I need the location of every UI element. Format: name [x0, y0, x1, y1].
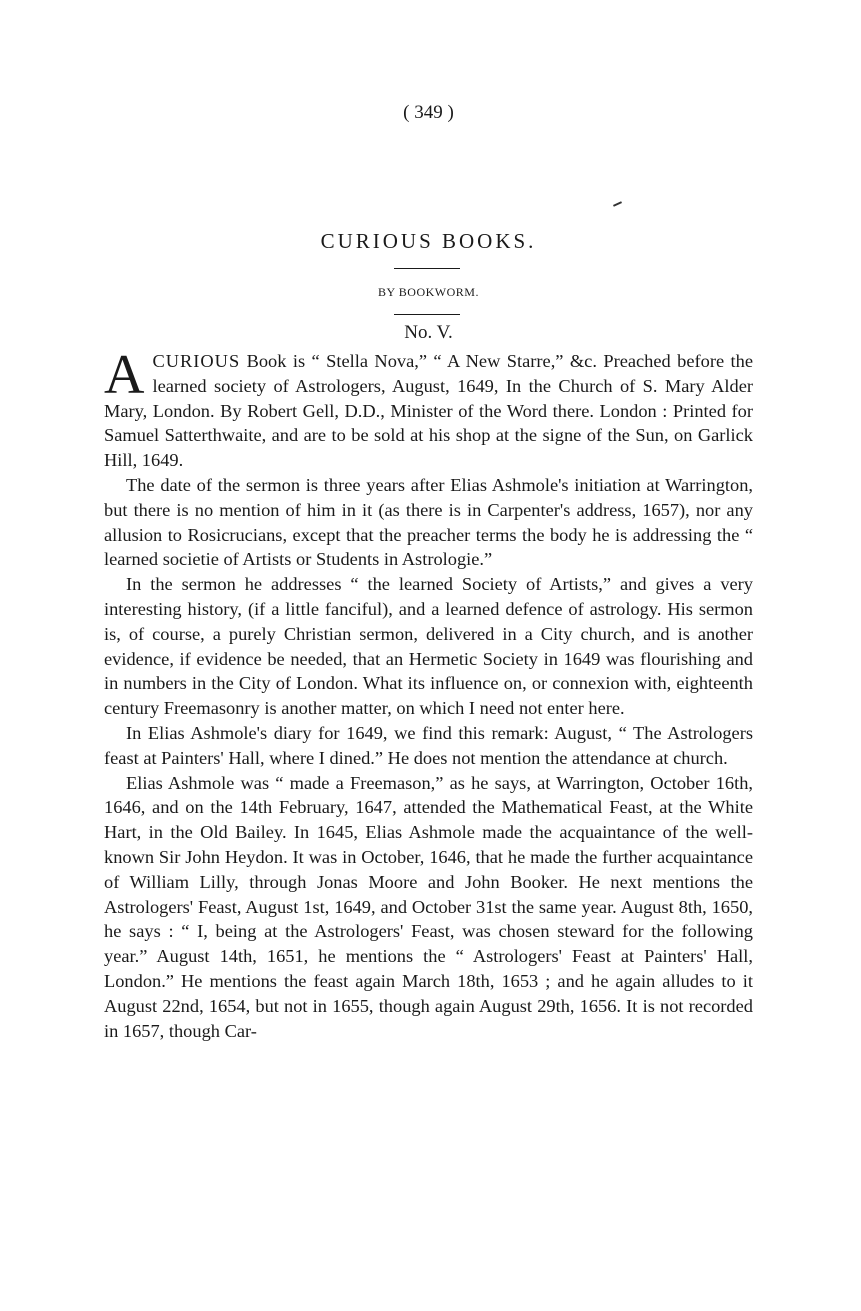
page-number: ( 349 )	[403, 102, 454, 123]
number-heading: No. V.	[404, 322, 453, 343]
paragraph-4: In Elias Ashmole's diary for 1649, we find this remark: August, “ The Astrologers feast at Painters' Hall, where I dined.” He does not mention the attendance at church.	[104, 722, 753, 768]
paragraph-5: Elias Ashmole was “ made a Freemason,” as he says, at Warrington, October 16th, 1646, and on the 14th February, 1647, attended the Mathematical Feast, at the White Hart, in the Old Bailey. In 1645, Elias Ashmole made the acquaintance of the well-known Sir John Heydon. It was in October, 1646, that he made the further acquaintance of William Lilly, through Jonas Moore and John Booker. He next mentions the Astrologers' Feast, August 1st, 1649, and October 31st the same year. August 8th, 1650, he says : “ I, being at the Astrologers' Feast, was chosen steward for the following year.” August 14th, 1651, he mentions the “ Astrologers' Feast at Painters' Hall, London.” He mentions the feast again March 18th, 1653 ; and he again alludes to it August 22nd, 1654, but not in 1655, though again August 29th, 1656. It is not recorded in 1657, though Car-	[104, 772, 753, 1041]
lead-caps: CURIOUS	[152, 351, 241, 371]
paragraph-2: The date of the sermon is three years after Elias Ashmole's initiation at Warrington, but there is no mention of him in it (as there is in Carpenter's address, 1657), nor any allusion to Rosicrucians, except that the preacher terms the body he is addressing the “ learned societie of Artists or Students in Astrologie.”	[104, 474, 753, 570]
paragraph-1-text: Book is “ Stella Nova,” “ A New Starre,” &c. Preached before the learned society of Astrologers, August, 1649, In the Church of S. Mary Alder Mary, London. By Robert Gell, D.D., Minister of the Word there. London : Printed for Samuel Satterthwaite, and are to be sold at his shop at the signe of the Sun, on Garlick Hill, 1649.	[104, 351, 753, 471]
byline-rule	[394, 314, 460, 315]
title-rule	[394, 268, 460, 269]
paragraph-3: In the sermon he addresses “ the learned Society of Artists,” and gives a very interesting history, (if a little fanciful), and a learned defence of astrology. His sermon is, of course, a purely Christian sermon, delivered in a City church, and is another evidence, if evidence be needed, that an Hermetic Society in 1649 was flourishing and in numbers in the City of London. What its influence on, or connexion with, eighteenth century Freemasonry is another matter, on which I need not enter here.	[104, 574, 753, 719]
paragraph-1	[104, 344, 753, 473]
ink-speck	[613, 201, 622, 207]
byline: BY BOOKWORM.	[378, 285, 479, 299]
drop-cap: A	[104, 344, 145, 406]
article-title: CURIOUS BOOKS.	[320, 229, 537, 253]
article-body	[104, 344, 753, 1043]
book-page	[104, 0, 753, 1311]
